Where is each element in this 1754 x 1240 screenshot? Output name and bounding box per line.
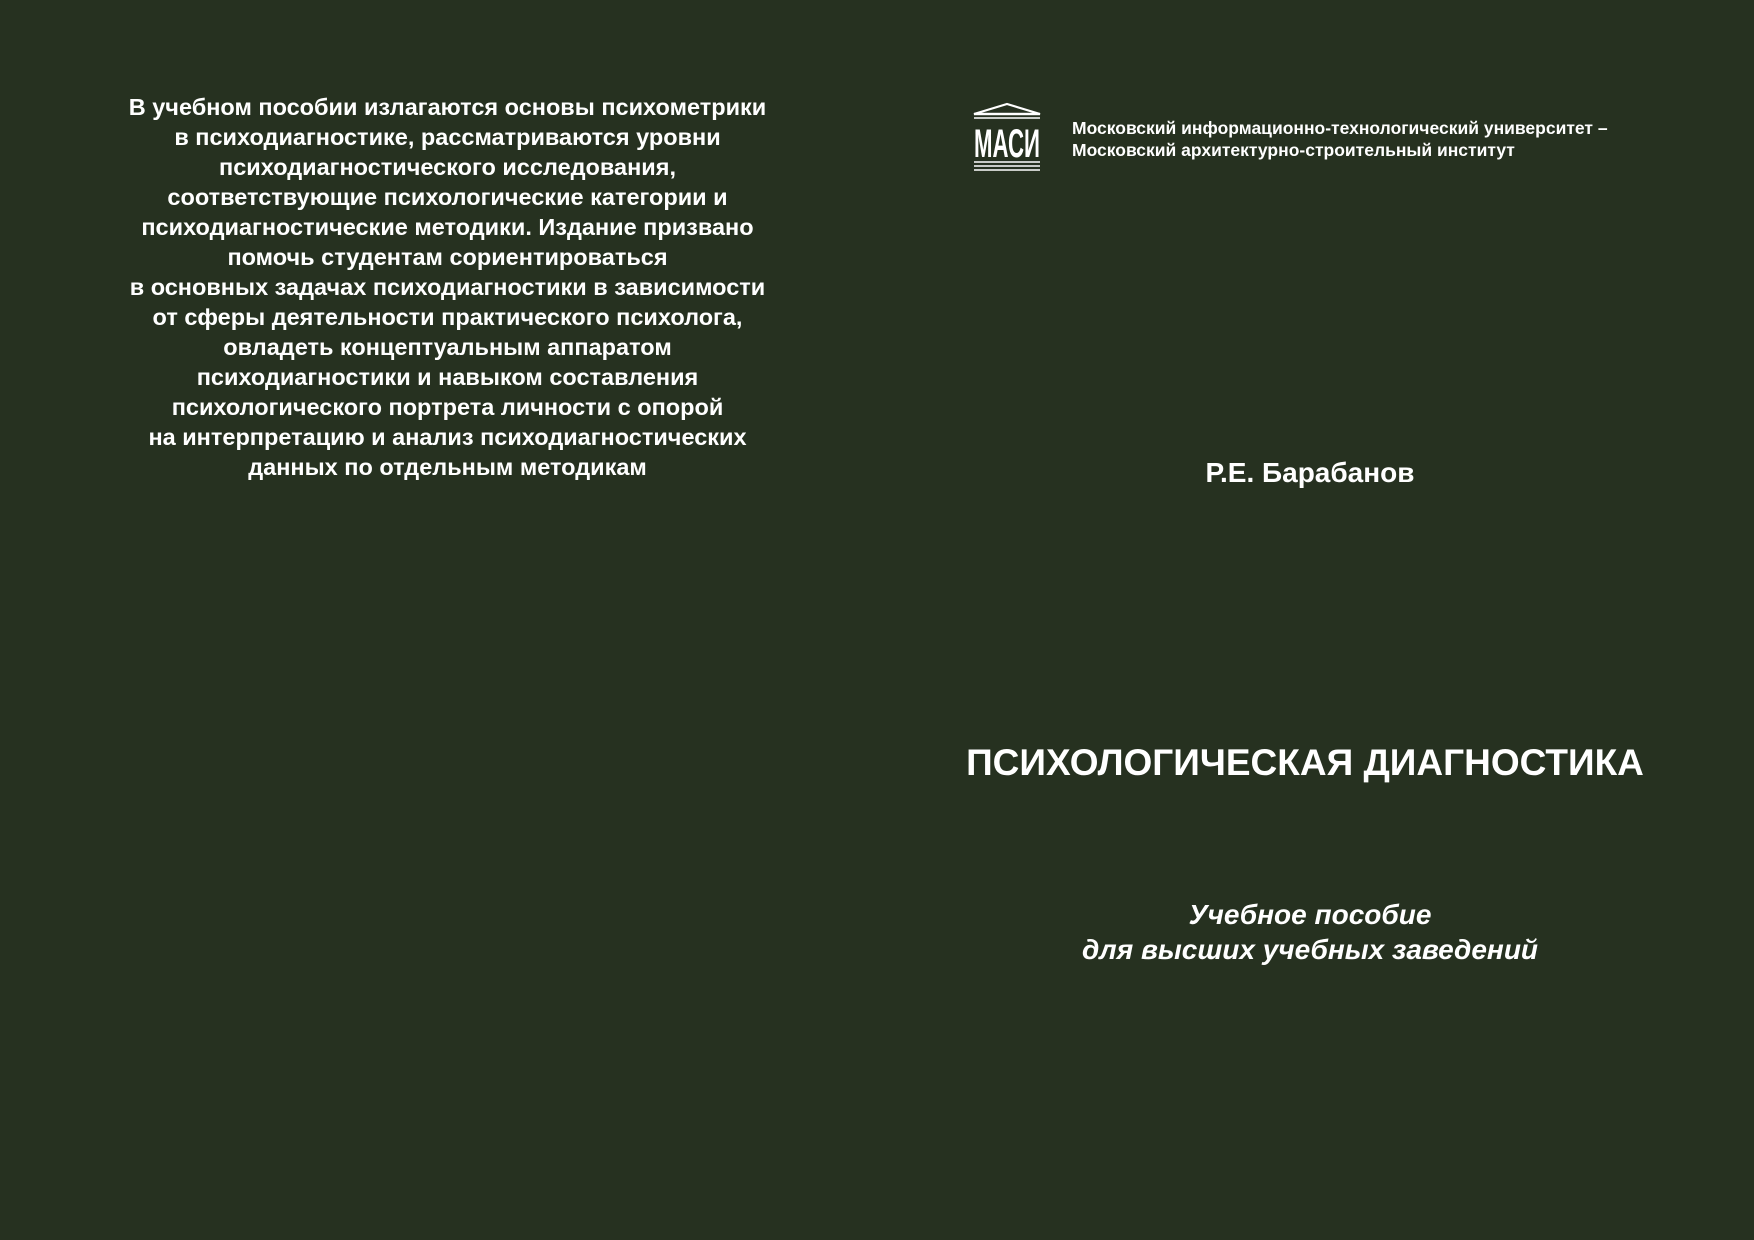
subtitle-line: Учебное пособие: [1188, 899, 1432, 930]
annotation-line: на интерпретацию и анализ психодиагностических: [148, 424, 747, 450]
annotation-line: помочь студентам сориентироваться: [227, 244, 668, 270]
book-subtitle: [990, 897, 1630, 967]
annotation-line: в психодиагностике, рассматриваются уровни: [174, 124, 721, 150]
annotation-line: психологического портрета личности с опорой: [171, 394, 724, 420]
masi-building-logo-icon: [972, 102, 1042, 174]
annotation-line: психодиагностические методики. Издание призвано: [141, 214, 754, 240]
book-title: ПСИХОЛОГИЧЕСКАЯ ДИАГНОСТИКА: [966, 742, 1644, 783]
annotation-line: данных по отдельным методикам: [248, 454, 647, 480]
publisher-name-line: Московский архитектурно-строительный институт: [1072, 140, 1515, 160]
annotation-line: соответствующие психологические категории и: [167, 184, 728, 210]
logo-lettering: МАСИ: [974, 122, 1040, 166]
annotation-line: от сферы деятельности практического психолога,: [152, 304, 743, 330]
annotation-line: в основных задачах психодиагностики в зависимости: [129, 274, 766, 300]
annotation-line: овладеть концептуальным аппаратом: [223, 334, 672, 360]
publisher-name-line: Московский информационно-технологический университет –: [1072, 118, 1608, 138]
annotation-line: психодиагностического исследования,: [219, 154, 676, 180]
publisher-block: [972, 102, 1692, 174]
annotation-line: В учебном пособии излагаются основы психометрики: [128, 94, 767, 120]
back-cover-annotation: [80, 92, 815, 482]
subtitle-line: для высших учебных заведений: [1081, 934, 1539, 965]
annotation-line: психодиагностики и навыком составления: [196, 364, 699, 390]
author-name: Р.Е. Барабанов: [1205, 457, 1415, 488]
publisher-name: [1072, 117, 1608, 161]
